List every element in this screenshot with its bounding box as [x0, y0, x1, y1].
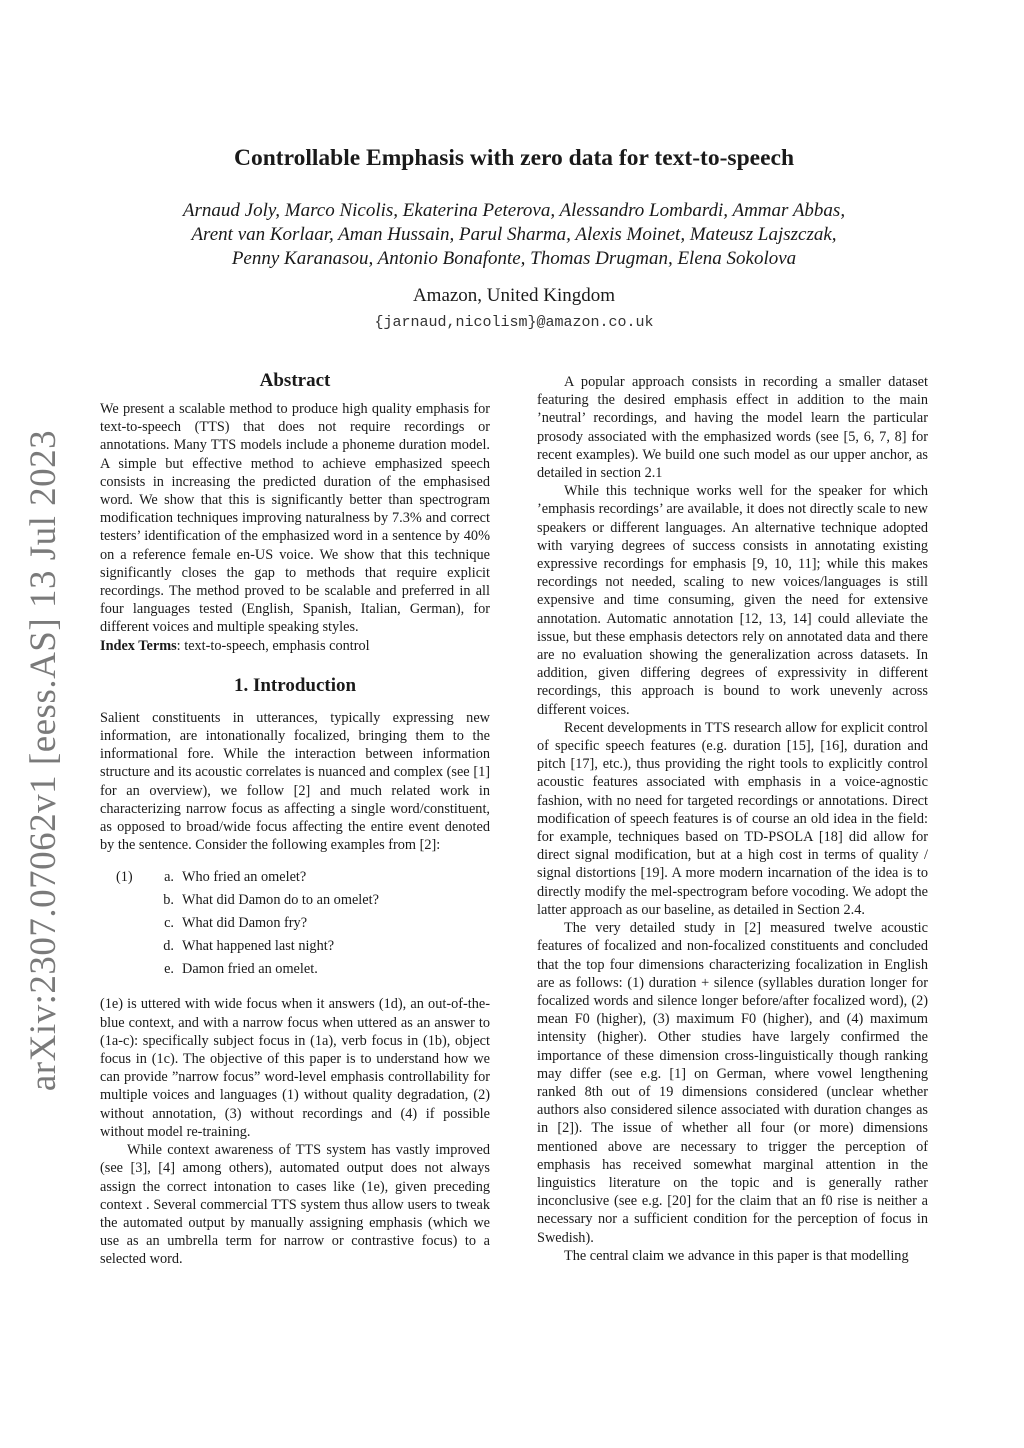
- example-item: [100, 935, 490, 958]
- body-paragraph: The central claim we advance in this paper is that modelling: [564, 1247, 909, 1264]
- abstract-text: We present a scalable method to produce high quality emphasis for text-to-speech (TTS) that does not require recordings or annotations. Many TTS models include a phoneme duration model. A simple but effective method to achieve emphasized speech consists in increasing the predicted duration of the emphasised word. We show that this is significantly better than spectrogram modification techniques improving naturalness by 7.3% and correct testers’ identification of the emphasized word in a sentence by 40% on a reference female en-US voice. We show that this technique significantly closes the gap to methods that require explicit recordings. The method proved to be scalable and preferred in all four languages tested (English, Spanish, Italian, German), for different voices and multiple speaking styles.: [100, 401, 490, 636]
- example-item: [100, 889, 490, 912]
- author-line: Penny Karanasou, Antonio Bonafonte, Thomas Drugman, Elena Sokolova: [231, 248, 797, 269]
- example-text: Who fried an omelet?: [182, 869, 307, 886]
- intro-paragraph: While context awareness of TTS system has vastly improved (see [3], [4] among others), automated output does not always assign the correct intonation to cases like (1e), given preceding context . Several commercial TTS system thus allow users to tweak the automated output by manually assigning emphasis (which we use as an umbrella term for narrow or contrastive focus) to a selected word.: [100, 1142, 490, 1268]
- body-paragraph: The very detailed study in [2] measured twelve acoustic features of focalized and non-focalized constituents and concluded that the top four dimensions characterizing focalization in English are as follows: (1) duration + silence (syllables duration longer for focalized words and silence longer before/after focalized word), (2) mean F0 (higher), (3) maximum F0 (higher), and (4) maximum intensity (higher). Other studies have largely confirmed the importance of these dimension cross-linguistically though ranking may differ (see e.g. [1] on German, where vowel lengthening ranked 8th out of 19 dimensions considered (unclear whether authors also considered silence associated with duration changes as in [2]). The issue of whether all four (or more) dimensions mentioned above are necessary to trigger the perception of emphasis has received somewhat marginal attention in the linguistics literature on the topic and is generally rather inconclusive (see e.g. [20] for the claim that an f0 rise is neither a necessary nor a sufficient condition for the perception of focus in Swedish).: [537, 920, 928, 1246]
- body-paragraph: While this technique works well for the speaker for which ’emphasis recordings’ are available, it does not directly scale to new speakers or different languages. An alternative technique adopted with varying degrees of success consists in annotating existing expressive recordings for emphasis [9, 10, 11]; while this makes recordings not needed, scaling to new voices/languages is still expensive and time consuming, given the need for extensive annotation. Automatic annotation [12, 13, 14] could alleviate the issue, but these emphasis detectors rely on annotated data and there are no evaluation showing the generalization across datasets. In addition, given differing degrees of expressivity in different recordings, this approach is bound to work unevenly across different voices.: [537, 483, 928, 718]
- example-item: [100, 912, 490, 935]
- paper-title: Controllable Emphasis with zero data for text-to-speech: [233, 145, 795, 171]
- example-letter: e.: [164, 961, 174, 978]
- example-letter: c.: [164, 915, 174, 932]
- example-number: (1): [116, 869, 133, 886]
- example-item: [100, 866, 490, 889]
- example-letter: d.: [163, 938, 174, 955]
- example-text: What did Damon do to an omelet?: [182, 892, 379, 909]
- body-paragraph: Recent developments in TTS research allow for explicit control of specific speech features (e.g. duration [15], [16], duration and pitch [17], etc.), thus providing the right tools to explicitly control acoustic features associated with emphasis in a voice-agnostic fashion, with no need for targeted recordings or annotations. Direct modification of speech features is of course an old idea in the field: for example, techniques based on TD-PSOLA [18] did allow for direct signal modification, but at a high cost in terms of quality / signal distortions [19]. A more modern incarnation of the idea is to directly modify the mel-spectrogram before vocoding. We adopt the latter approach as our baseline, as detailed in Section 2.4.: [537, 719, 928, 918]
- affiliation: Amazon, United Kingdom: [412, 285, 616, 306]
- right-column: [537, 373, 928, 1265]
- arxiv-identifier: arXiv:2307.07062v1 [eess.AS] 13 Jul 2023: [23, 429, 65, 1091]
- index-terms-text: : text-to-speech, emphasis control: [176, 637, 370, 654]
- author-list: [100, 199, 928, 271]
- intro-paragraph: Salient constituents in utterances, typically expressing new information, are intonationally focalized, bringing them to the informational fore. While the interaction between information structure and its acoustic correlates is nuanced and complex (see [1] for an overview), we follow [2] and much related work in characterizing narrow focus as affecting a single word/constituent, as opposed to broad/wide focus affecting the entire event denoted by the sentence. Consider the following examples from [2]:: [100, 709, 490, 854]
- example-item: [100, 958, 490, 981]
- index-terms: [100, 637, 490, 655]
- example-text: What happened last night?: [182, 938, 335, 955]
- example-text: What did Damon fry?: [182, 915, 308, 932]
- example-text: Damon fried an omelet.: [182, 961, 318, 978]
- intro-paragraph: (1e) is uttered with wide focus when it answers (1d), an out-of-the-blue context, and with a narrow focus when uttered as an answer to (1a-c): specifically subject focus in (1a), verb focus in (1b), object focus in (1c). The objective of this paper is to understand how we can provide ”narrow focus” word-level emphasis controllability for multiple voices and languages (1) without quality degradation, (2) without annotation, (3) without recordings and (4) if possible without model re-training.: [100, 996, 490, 1140]
- example-list: [100, 866, 490, 981]
- introduction-heading: 1. Introduction: [233, 674, 357, 696]
- author-line: Arnaud Joly, Marco Nicolis, Ekaterina Peterova, Alessandro Lombardi, Ammar Abbas,: [182, 200, 846, 221]
- contact-email: {jarnaud,nicolism}@amazon.co.uk: [374, 314, 654, 331]
- author-line: Arent van Korlaar, Aman Hussain, Parul Sharma, Alexis Moinet, Mateusz Lajszczak,: [191, 224, 837, 245]
- abstract-heading: Abstract: [259, 370, 331, 391]
- example-letter: b.: [163, 892, 174, 909]
- body-paragraph: A popular approach consists in recording a smaller dataset featuring the desired emphasis effect in addition to the main ’neutral’ recordings, and having the model learn the particular prosody associated with the emphasized words (see [5, 6, 7, 8] for recent examples). We build one such model as our upper anchor, as detailed in section 2.1: [537, 374, 928, 482]
- left-column: [100, 368, 490, 1269]
- example-letter: a.: [164, 869, 174, 886]
- index-terms-label: Index Terms: [100, 637, 177, 654]
